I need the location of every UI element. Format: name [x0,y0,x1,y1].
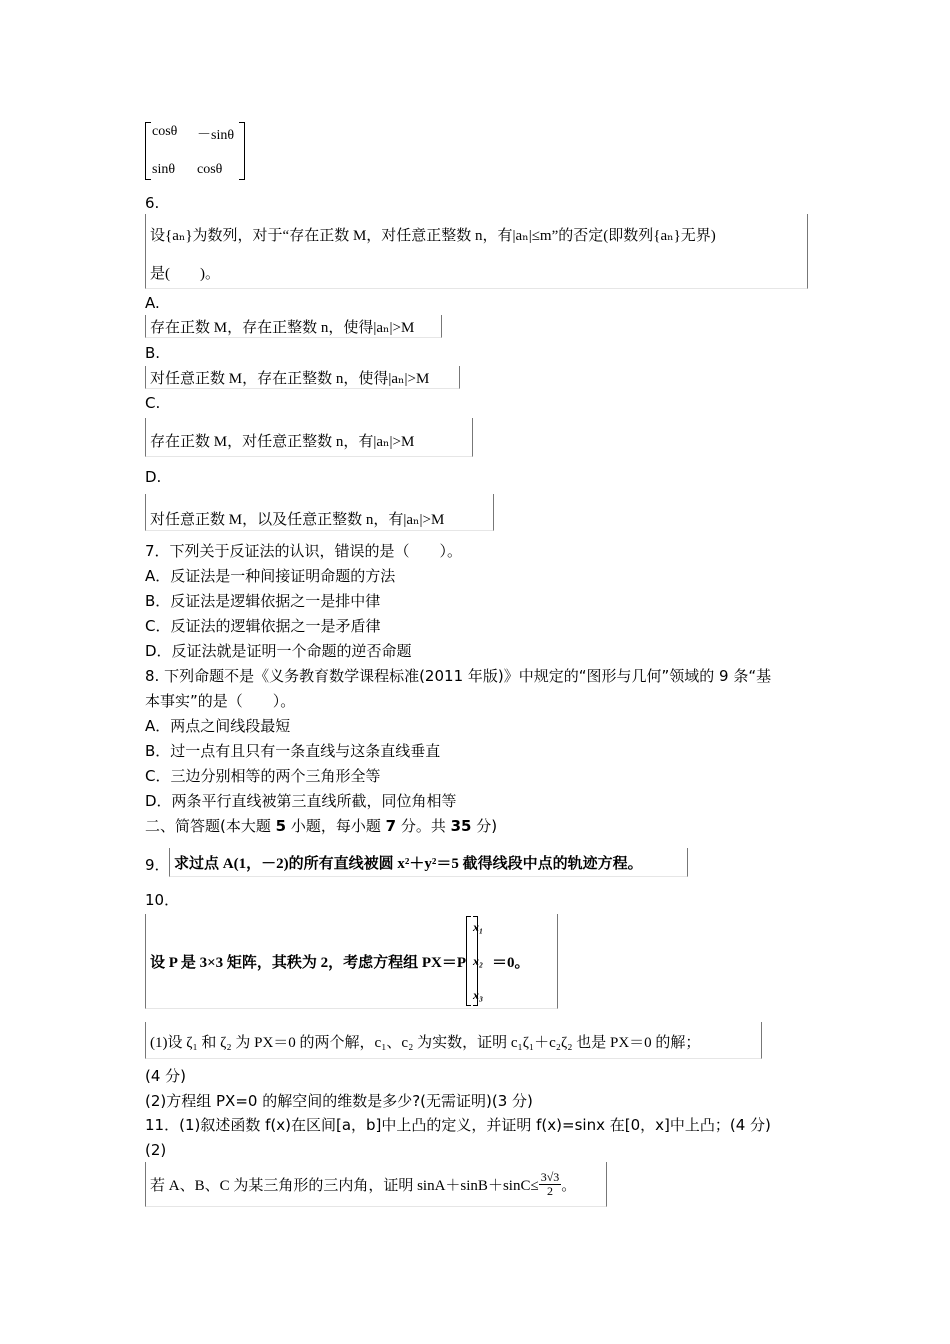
question-10-part-1-score: (4 分) [145,1067,187,1085]
question-11-part-2-label: (2) [145,1141,167,1159]
question-7-option-a: A．反证法是一种间接证明命题的方法 [145,567,396,585]
fraction-numerator: 3√3 [540,1169,560,1184]
column-vector [466,916,492,1006]
matrix-cell: sinθ [152,162,176,177]
option-text: 对任意正数 M，以及任意正整数 n，有|aₙ|>M [150,512,445,528]
section-heading-text: 分。共 [396,817,451,835]
option-label: B. [145,344,161,362]
question-7-option-b: B．反证法是逻辑依据之一是排中律 [145,592,381,610]
question-6-option-a [145,315,442,338]
question-8-stem-line2: 本事实”的是（ ）。 [145,692,296,710]
question-6-option-c [145,418,473,457]
section-heading-text: 分) [471,817,498,835]
question-8-option-a: A．两点之间线段最短 [145,717,291,735]
section-heading-total: 35 [450,817,472,835]
fraction [539,1171,562,1198]
question-11-part-2-text: 。 [561,1177,577,1194]
vector-left-bracket [466,916,471,1006]
vector-entry: x₁ [473,920,484,934]
question-11-part-2-text: 若 A、B、C 为某三角形的三内角，证明 sinA＋sinB＋sinC≤ [150,1177,539,1194]
section-heading-points: 7 [385,817,397,835]
matrix-left-bracket [145,122,151,180]
option-text: 存在正数 M，对任意正整数 n，有|aₙ|>M [150,434,415,450]
question-7-option-d: D．反证法就是证明一个命题的逆否命题 [145,642,412,660]
question-6-option-d [145,494,494,531]
rotation-matrix [145,120,245,180]
matrix-cell: －sinθ [197,128,235,143]
question-10-stem-row [150,916,530,1006]
question-8-option-d: D．两条平行直线被第三直线所截，同位角相等 [145,792,457,810]
question-8-option-c: C．三边分别相等的两个三角形全等 [145,767,381,785]
question-6-number: 6. [145,194,160,212]
question-7-option-c: C．反证法的逻辑依据之一是矛盾律 [145,617,381,635]
question-8-option-b: B．过一点有且只有一条直线与这条直线垂直 [145,742,441,760]
option-text: 对任意正数 M，存在正整数 n，使得|aₙ|>M [150,371,430,387]
question-10-part-1 [145,1022,762,1059]
matrix-right-bracket [239,122,245,180]
option-text: 存在正数 M，存在正整数 n，使得|aₙ|>M [150,320,415,336]
question-6-stem-line2: 是( )。 [150,266,220,282]
question-10-stem-text: ＝0。 [492,954,530,971]
option-label: C. [145,394,161,412]
option-label: A. [145,294,160,312]
question-11-part-1: 11．(1)叙述函数 f(x)在区间[a，b]中上凸的定义，并证明 f(x)=sinx 在[0，x]中上凸；(4 分) [145,1116,771,1134]
matrix-cell: cosθ [152,124,178,139]
question-11-part-2 [145,1162,607,1207]
question-9-stem [169,848,688,877]
question-8-stem-line1: 8. 下列命题不是《义务教育数学课程标准(2011 年版)》中规定的“图形与几何”领域的 9 条“基 [145,667,772,685]
question-7-stem: 7．下列关于反证法的认识，错误的是（ ）。 [145,542,463,560]
question-6-stem-line1: 设{aₙ}为数列，对于“存在正数 M，对任意正整数 n，有|aₙ|≤m”的否定(即数列{aₙ}无界) [150,228,716,244]
question-10-stem [145,914,558,1009]
section-heading-text: 二、简答题(本大题 [145,817,276,835]
question-10-part-1-text: (1)设 ζ₁ 和 ζ₂ 为 PX＝0 的两个解，c₁、c₂ 为实数，证明 c₁ζ₁＋c₂ζ₂ 也是 PX＝0 的解； [150,1035,701,1051]
question-9-number: 9． [145,856,170,874]
section-heading-count: 5 [275,817,287,835]
vector-entry: x₂ [473,954,484,968]
question-6-option-b [145,366,460,389]
question-11-part-2-row [150,1168,576,1200]
vector-entry: x₃ [473,988,484,1002]
question-6-stem [145,214,808,289]
section-heading-text: 小题，每小题 [286,817,386,835]
matrix-cell: cosθ [197,162,223,177]
question-10-part-2: (2)方程组 PX=0 的解空间的维数是多少?(无需证明)(3 分) [145,1092,533,1110]
question-9-text: 求过点 A(1，－2)的所有直线被圆 x²＋y²＝5 截得线段中点的轨迹方程。 [174,856,643,872]
question-10-number: 10． [145,891,180,909]
fraction-denominator: 2 [546,1183,553,1198]
option-label: D. [145,468,162,486]
question-10-stem-text: 设 P 是 3×3 矩阵，其秩为 2，考虑方程组 PX＝P [150,954,467,971]
section-2-heading [145,816,497,836]
